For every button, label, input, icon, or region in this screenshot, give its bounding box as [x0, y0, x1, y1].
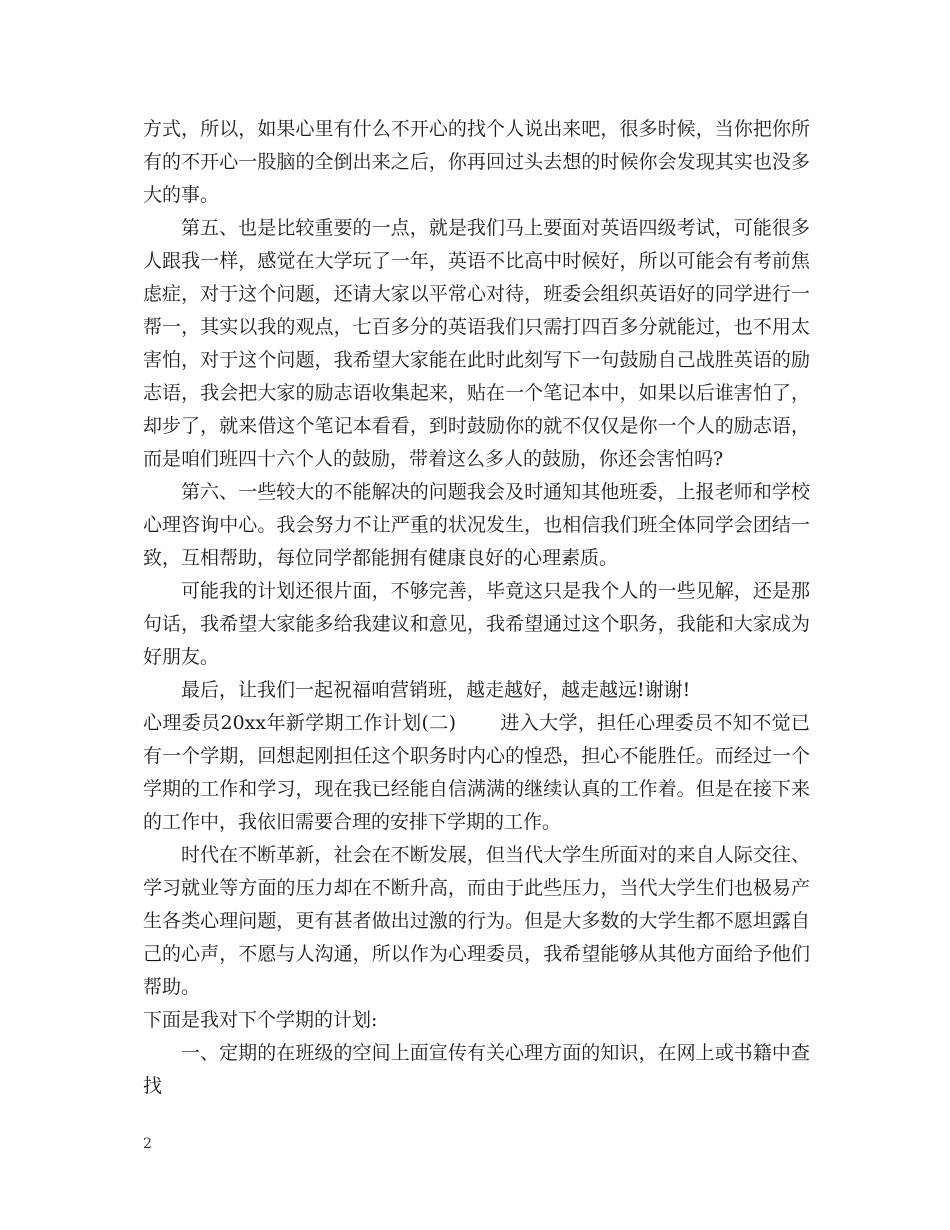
section-two-lead: 进入大学，担任心理委员不知不觉已有一个学期，回想起刚担任这个职务时内心的惶恐，担心不能胜任。而经过一个学期的工作和学习，现在我已经能自信满满的继续认真的工作着。但是在接下来的工作中，我依旧需要合理的安排下学期的工作。 — [143, 712, 810, 833]
paragraph-4: 可能我的计划还很片面，不够完善，毕竟这只是我个人的一些见解，还是那句话，我希望大家能多给我建议和意见，我希望通过这个职务，我能和大家成为好朋友。 — [143, 580, 810, 668]
paragraph-6: 时代在不断革新，社会在不断发展，但当代大学生所面对的来自人际交往、学习就业等方面的压力却在不断升高，而由于此些压力，当代大学生们也极易产生各类心理问题，更有甚者做出过激的行为。但是大多数的大学生都不愿坦露自己的心声，不愿与人沟通，所以作为心理委员，我希望能够从其他方面给予他们帮助。 — [143, 844, 810, 998]
paragraph-2: 第五、也是比较重要的一点，就是我们马上要面对英语四级考试，可能很多人跟我一样，感觉在大学玩了一年，英语不比高中时候好，所以可能会有考前焦虑症，对于这个问题，还请大家以平常心对待，班委会组织英语好的同学进行一帮一，其实以我的观点，七百多分的英语我们只需打四百多分就能过，也不用太害怕，对于这个问题，我希望大家能在此时此刻写下一句鼓励自己战胜英语的励志语，我会把大家的励志语收集起来，贴在一个笔记本中，如果以后谁害怕了，却步了，就来借这个笔记本看看，到时鼓励你的就不仅仅是你一个人的励志语，而是咱们班四十六个人的鼓励，带着这么多人的鼓励，你还会害怕吗? — [143, 217, 810, 470]
paragraph-7: 下面是我对下个学期的计划: — [143, 1009, 378, 1031]
section-two-paragraph — [143, 707, 810, 839]
page-number: 2 — [143, 1136, 152, 1152]
section-two-title: 心理委员20xx年新学期工作计划(二) — [143, 712, 457, 734]
paragraph-8: 一、定期的在班级的空间上面宣传有关心理方面的知识，在网上或书籍中查找 — [143, 1042, 810, 1097]
paragraph-3: 第六、一些较大的不能解决的问题我会及时通知其他班委，上报老师和学校心理咨询中心。我会努力不让严重的状况发生，也相信我们班全体同学会团结一致，互相帮助，每位同学都能拥有健康良好的心理素质。 — [143, 481, 810, 569]
paragraph-1: 方式，所以，如果心里有什么不开心的找个人说出来吧，很多时候，当你把你所有的不开心一股脑的全倒出来之后，你再回过头去想的时候你会发现其实也没多大的事。 — [143, 118, 810, 206]
paragraph-5: 最后，让我们一起祝福咱营销班，越走越好，越走越远!谢谢! — [181, 679, 691, 701]
document-body — [143, 113, 810, 1103]
